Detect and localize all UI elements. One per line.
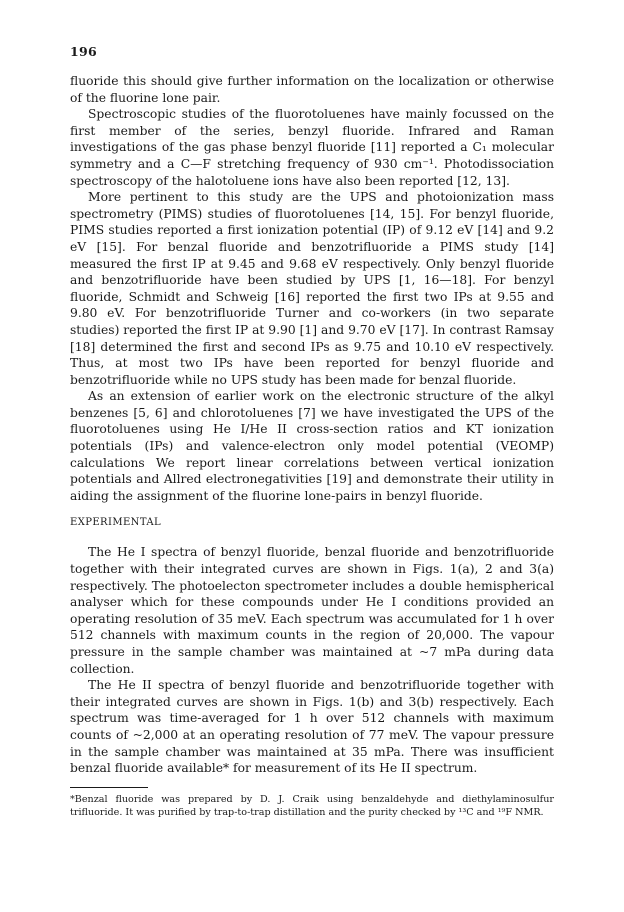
footnote-divider [70,787,148,788]
paragraph-he-i-spectra: The He I spectra of benzyl fluoride, benzal fluoride and benzotrifluoride together with their integrated curves are shown in Figs. 1(a), 2 and 3(a) respectively. The photoelecton spectrometer includes a double hemispherical analyser which for these compounds under He I conditions provided an operating resolution of 35 meV. Each spectrum was accumulated for 1 h over 512 channels with maximum counts in the region of 20,000. The vapour pressure in the sample chamber was maintained at ~7 mPa during data collection. [70,545,554,676]
footnote: *Benzal fluoride was prepared by D. J. Craik using benzaldehyde and diethylaminosulfur trifluoride. It was purified by trap-to-trap distillation and the purity checked by ¹³C and ¹⁹F NMR. [70,793,554,818]
page-number: 196 [70,44,97,59]
section-heading-experimental: EXPERIMENTAL [70,517,162,529]
paragraph-ups-pims-studies: More pertinent to this study are the UPS and photoionization mass spectrometry (PIMS) studies of fluorotoluenes [14, 15]. For benzyl fluoride, PIMS studies reported a first ionization potential (IP) of 9.12 eV [14] and 9.2 eV [15]. For benzal fluoride and benzotrifluoride a PIMS study [14] measured the first IP at 9.45 and 9.68 eV respectively. Only benzyl fluoride and benzotrifluoride have been studied by UPS [1, 16—18]. For benzyl fluoride, Schmidt and Schweig [16] reported the first two IPs at 9.55 and 9.80 eV. For benzotrifluoride Turner and co-workers (in two separate studies) reported the first IP at 9.90 [1] and 9.70 eV [17]. In contrast Ramsay [18] determined the first and second IPs as 9.75 and 10.10 eV respectively. Thus, at most two IPs have been reported for benzyl fluoride and benzotrifluoride while no UPS study has been made for benzal fluoride. [70,190,554,387]
article-body [70,73,554,819]
paragraph-he-ii-spectra: The He II spectra of benzyl fluoride and benzotrifluoride together with their integrated curves are shown in Figs. 1(b) and 3(b) respectively. Each spectrum was time-averaged for 1 h over 512 channels with maximum counts of ~2,000 at an operating resolution of 77 meV. The vapour pressure in the sample chamber was maintained at 35 mPa. There was insufficient benzal fluoride available* for measurement of its He II spectrum. [70,678,554,776]
paragraph-continuation: fluoride this should give further information on the localization or otherwise of the fluorine lone pair. [70,74,554,105]
paragraph-extension: As an extension of earlier work on the electronic structure of the alkyl benzenes [5, 6] and chlorotoluenes [7] we have investigated the UPS of the fluorotoluenes using He I/He II cross-section ratios and KT ionization potentials (IPs) and valence-electron only model potential (VEOMP) calculations We report linear correlations between vertical ionization potentials and Allred electronegativities [19] and demonstrate their utility in aiding the assignment of the fluorine lone-pairs in benzyl fluoride. [70,389,554,503]
paragraph-spectroscopic-studies: Spectroscopic studies of the fluorotoluenes have mainly focussed on the first member of the series, benzyl fluoride. Infrared and Raman investigations of the gas phase benzyl fluoride [11] reported a C₁ molecular symmetry and a C—F stretching frequency of 930 cm⁻¹. Photodissociation spectroscopy of the halotoluene ions have also been reported [12, 13]. [70,107,554,188]
